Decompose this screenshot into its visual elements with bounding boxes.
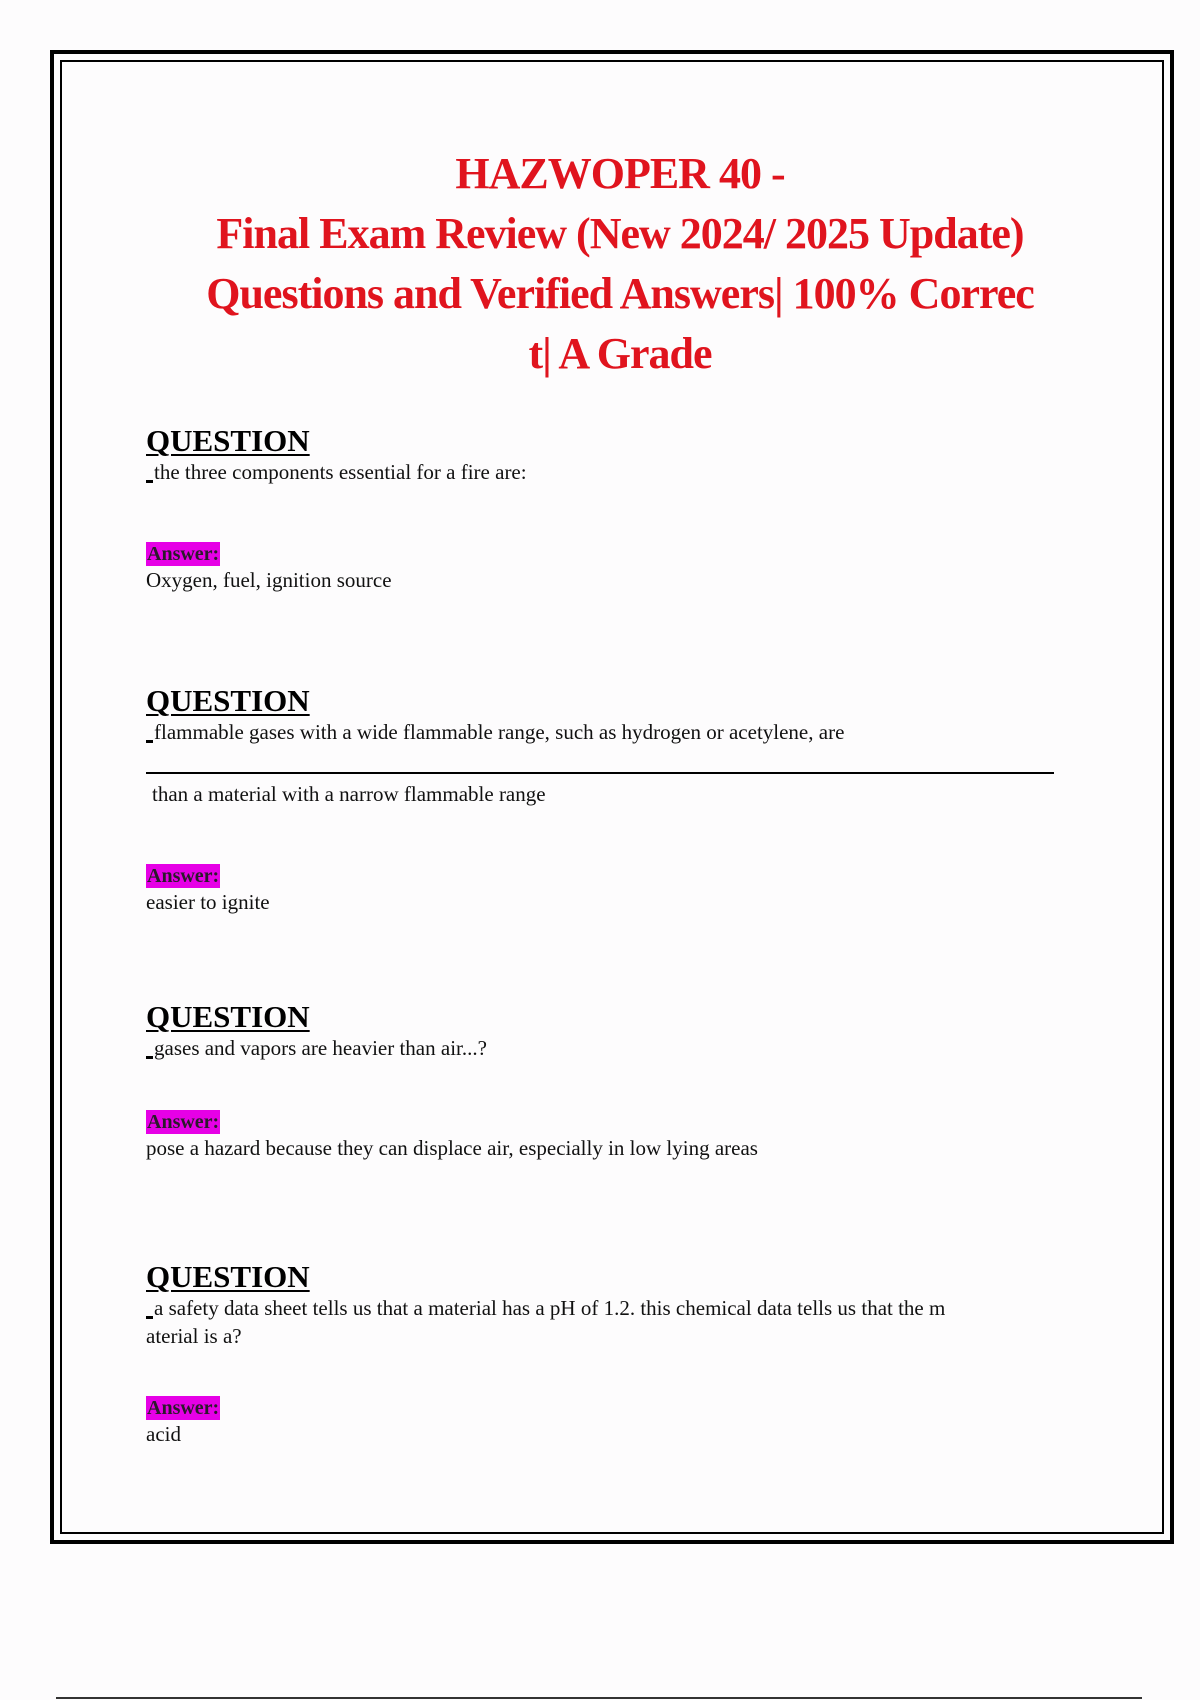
- question-heading: QUESTION: [146, 1259, 310, 1294]
- answer-label: Answer:: [147, 1111, 220, 1133]
- answer-label: Answer:: [147, 1397, 220, 1419]
- question-heading: QUESTION: [146, 683, 310, 718]
- answer-label: Answer:: [147, 865, 220, 887]
- fill-in-blank-line: [146, 772, 1054, 774]
- qa-block-1: [146, 424, 1086, 594]
- qa-block-3: [146, 1000, 1086, 1162]
- answer-label: Answer:: [147, 543, 220, 565]
- title-line-2: Final Exam Review (New 2024/ 2025 Update): [216, 209, 1024, 258]
- answer-text: pose a hazard because they can displace air, especially in low lying areas: [146, 1136, 758, 1160]
- title-line-1: HAZWOPER 40 -: [455, 149, 785, 198]
- question-text: the three components essential for a fire are:: [146, 458, 1086, 486]
- qa-block-2: [146, 684, 1086, 916]
- title-line-3: Questions and Verified Answers| 100% Correc: [206, 269, 1034, 318]
- question-text-continued: than a material with a narrow flammable range: [152, 782, 546, 806]
- title-line-4: t| A Grade: [528, 329, 712, 378]
- question-text-continued: aterial is a?: [146, 1324, 242, 1348]
- footer-rule: [56, 1697, 1142, 1699]
- question-text: a safety data sheet tells us that a material has a pH of 1.2. this chemical data tells us that the m: [146, 1294, 1086, 1322]
- document-title: [100, 144, 1140, 384]
- question-text: gases and vapors are heavier than air...?: [146, 1034, 1086, 1062]
- question-text: flammable gases with a wide flammable range, such as hydrogen or acetylene, are: [146, 718, 1086, 746]
- qa-block-4: [146, 1260, 1086, 1448]
- question-heading: QUESTION: [146, 423, 310, 458]
- answer-text: acid: [146, 1422, 181, 1446]
- question-heading: QUESTION: [146, 999, 310, 1034]
- answer-text: Oxygen, fuel, ignition source: [146, 568, 392, 592]
- answer-text: easier to ignite: [146, 890, 270, 914]
